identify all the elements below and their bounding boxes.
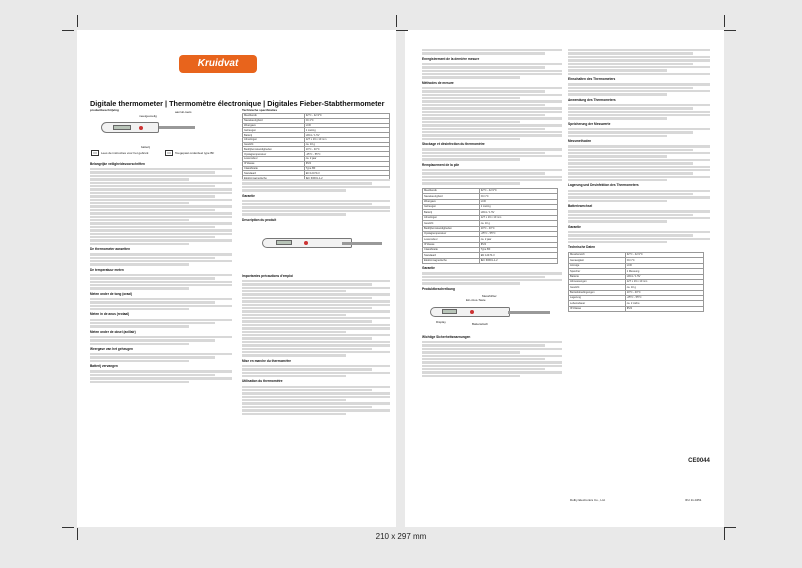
spec-key: Classificatie (243, 166, 305, 171)
spec-value: 10°C - 40°C (625, 290, 703, 295)
spec-key: Weergave (243, 123, 305, 128)
spec-value: 1 meting (304, 128, 389, 133)
heading-switch-on-fr: Mise en marche du thermomètre (242, 358, 292, 363)
text-column-fr (242, 178, 390, 518)
spec-key: IP klasse (423, 242, 480, 247)
spec-row (423, 258, 558, 263)
callout-power-button: aan/uit-toets (175, 110, 192, 114)
page-size-label: 210 x 297 mm (375, 532, 427, 541)
spec-key: Lebensdauer (569, 301, 626, 306)
right-document-page (405, 30, 724, 527)
kruidvat-logo: Kruidvat (179, 55, 257, 73)
callout-battery-de: Batteriefach (472, 321, 489, 326)
crop-mark (724, 30, 736, 31)
spec-key: Elektromagnetische (423, 258, 480, 263)
spec-key: Geheugen (243, 128, 305, 133)
callout-sensor-de: Messfühler (482, 293, 497, 298)
heading-precautions-fr: Importantes précautions d'emploi (242, 273, 294, 278)
callout-sensor: meetgevoelig (139, 114, 157, 118)
heading-product-de: Produktbeschreibung (422, 286, 455, 291)
spec-value: IP22 (625, 306, 703, 311)
spec-value: 127 x 19 x 10 mm (304, 137, 389, 142)
spec-table-nl (242, 113, 390, 181)
text-column-nl (90, 160, 232, 515)
spec-key: Nauwkeurigheid (423, 194, 480, 199)
spec-value: -25°C - 55°C (479, 231, 557, 236)
spec-value: IP22 (479, 242, 557, 247)
heading-memory-de: Speicherung der Messwerte (568, 121, 611, 126)
spec-key: Batterie (569, 274, 626, 279)
heading-storage-de: Lagerung und Desinfektion des Thermometers (568, 183, 639, 188)
spec-value: ±0.1°C (625, 258, 703, 263)
spec-key: IP-Klasse (569, 306, 626, 311)
footer-company: Dolby Electronics Co., Ltd. (570, 498, 606, 502)
heading-safety-de: Wichtige Sicherheitswarnungen (422, 334, 471, 339)
spec-value: LCD (479, 199, 557, 204)
spec-key: Speicher (569, 269, 626, 274)
spec-value: LCD (304, 123, 389, 128)
spec-key: Gewicht (569, 285, 626, 290)
heading-battery-de: Batteriewechsel (568, 204, 593, 209)
spec-key: Opslagtemperatuur (423, 231, 480, 236)
heading-switch-on-de: Einschalten des Thermometers (568, 77, 616, 82)
spec-value: LR41 / 1.5V (479, 210, 557, 215)
heading-oral-nl: Meten onder de tong (oraal) (90, 291, 132, 296)
spec-key: Levensduur (243, 157, 305, 162)
spec-key: Messbereich (569, 253, 626, 258)
callout-display-de: Display (436, 319, 446, 324)
heading-use-fr: Utilisation du thermomètre (242, 379, 283, 384)
heading-axillary-nl: Meten onder de oksel (axillair) (90, 329, 136, 334)
spec-value: 127 x 19 x 10 mm (479, 215, 557, 220)
heading-measure-nl: De temperatuur meten (90, 267, 124, 272)
spec-value: 32°C - 42.9°C (304, 114, 389, 119)
callout-battery: batterij (141, 145, 151, 149)
spec-key: Bedrijfsomstandigheden (243, 147, 305, 152)
spec-value: ca. 10 g (304, 142, 389, 147)
spec-value: Type BF (479, 248, 557, 253)
spec-value: 10°C - 40°C (479, 226, 557, 231)
spec-key: Genauigkeit (569, 258, 626, 263)
spec-value: EN 12470-3 (479, 253, 557, 258)
document-title: Digitale thermometer | Thermomètre électronique | Digitales Fieber-Stabthermometer (90, 99, 385, 108)
spec-value: ca. 2 jaar (304, 157, 389, 162)
spec-value: 32°C - 42.9°C (479, 188, 557, 193)
spec-value: ±0.1°C (479, 194, 557, 199)
spec-value: ca. 2 Jahre (625, 301, 703, 306)
heading-specs-de: Technische Daten (568, 245, 596, 250)
spec-key: Nauwkeurigheid (243, 118, 305, 123)
spec-value: LR41 / 1.5V (625, 274, 703, 279)
thermometer-illustration (91, 122, 201, 142)
callout-button-de: Ein-/Aus-Taste (466, 297, 486, 302)
heading-memory-fr: Enregistrement de la dernière mesure (422, 56, 480, 61)
crop-mark (724, 527, 736, 528)
text-column-fr-2 (422, 48, 562, 518)
spec-table-fr (422, 188, 558, 264)
manual-icon (91, 150, 99, 156)
spec-value: Type BF (304, 166, 389, 171)
spec-key: Batterij (243, 133, 305, 138)
spec-value: LCD (625, 263, 703, 268)
spec-key: Standaard (423, 253, 480, 258)
heading-memory-nl: Weergave van het geheugen (90, 346, 133, 351)
spec-key: Levensduur (423, 237, 480, 242)
specs-label: Technische specificaties (242, 108, 278, 112)
heading-switch-on-nl: De thermometer aanzetten (90, 247, 131, 252)
heading-garantie-de: Garantie (568, 224, 581, 229)
spec-value: -25°C - 55°C (625, 296, 703, 301)
heading-rectal-nl: Meten in de anus (rectaal) (90, 312, 130, 317)
heading-safety-nl: Belangrijke veiligheidsvoorschriften (90, 162, 145, 166)
spec-key: Geheugen (423, 205, 480, 210)
spec-key: Classificatie (423, 248, 480, 253)
spec-value: ca. 2 jaar (479, 237, 557, 242)
type-bf-icon (165, 150, 173, 156)
spec-key: Meetbereik (243, 114, 305, 119)
spec-value: 127 x 19 x 10 mm (625, 279, 703, 284)
spec-value: EN 12470-3 (304, 171, 389, 176)
spec-key: Lagerung (569, 296, 626, 301)
spec-key: Betriebsbedingungen (569, 290, 626, 295)
crop-mark (396, 15, 397, 27)
crop-mark (77, 15, 78, 27)
type-bf-note: Toegepast onderdeel type BF (175, 151, 215, 155)
spec-key: Gewicht (423, 221, 480, 226)
left-document-page (77, 30, 396, 527)
crop-mark (396, 30, 408, 31)
thermometer-illustration-fr (242, 224, 390, 272)
spec-key: Batterij (423, 210, 480, 215)
spec-key: Meetbereik (423, 188, 480, 193)
spec-value: 1 Messung (625, 269, 703, 274)
heading-garantie-fr-2: Garantie (422, 266, 435, 271)
spec-value: ca. 10 g (625, 285, 703, 290)
spec-value: 1 meting (479, 205, 557, 210)
spec-key: Bedrijfsomstandigheden (423, 226, 480, 231)
spec-key: Abmessungen (569, 279, 626, 284)
manual-note: Lees de instructies voor het gebruik (101, 151, 149, 155)
spec-value: IP22 (304, 161, 389, 166)
ce-mark: CE0044 (685, 458, 713, 466)
spec-key: Weergave (423, 199, 480, 204)
heading-methods-de: Messmethoden (568, 139, 592, 144)
heading-garantie-fr: Garantie (242, 193, 255, 198)
spec-value: IEC 60601-1-2 (479, 258, 557, 263)
diagram-label: productbeschrijving (90, 108, 119, 112)
spec-key: Standaard (243, 171, 305, 176)
spec-row (569, 306, 704, 311)
heading-storage-fr: Stockage et désinfection du thermomètre (422, 142, 485, 147)
heading-description-fr: Description du produit (242, 217, 277, 222)
spec-key: Anzeige (569, 263, 626, 268)
spec-value: LR41 / 1.5V (304, 133, 389, 138)
text-column-de (568, 48, 710, 518)
spec-value: 10°C - 40°C (304, 147, 389, 152)
spec-key: IP klasse (243, 161, 305, 166)
heading-methods-fr: Méthodes de mesure (422, 80, 454, 85)
crop-mark (62, 527, 74, 528)
spec-key: Gewicht (243, 142, 305, 147)
spec-value: ca. 10 g (479, 221, 557, 226)
spec-value: -25°C - 55°C (304, 152, 389, 157)
heading-battery-nl: Batterij vervangen (90, 364, 118, 369)
heading-battery-fr: Remplacement de la pile (422, 162, 460, 167)
heading-use-de: Anwendung des Thermometers (568, 97, 616, 102)
spec-table-de (568, 252, 704, 312)
spec-key: Afmetingen (423, 215, 480, 220)
crop-mark (724, 15, 725, 27)
spec-key: Afmetingen (243, 137, 305, 142)
crop-mark (62, 30, 74, 31)
footer-code: IFU 11-0451 (685, 498, 702, 502)
spec-value: ±0.1°C (304, 118, 389, 123)
spec-value: 32°C - 42.9°C (625, 253, 703, 258)
spec-key: Opslagtemperatuur (243, 152, 305, 157)
thermometer-illustration-de (422, 293, 562, 333)
